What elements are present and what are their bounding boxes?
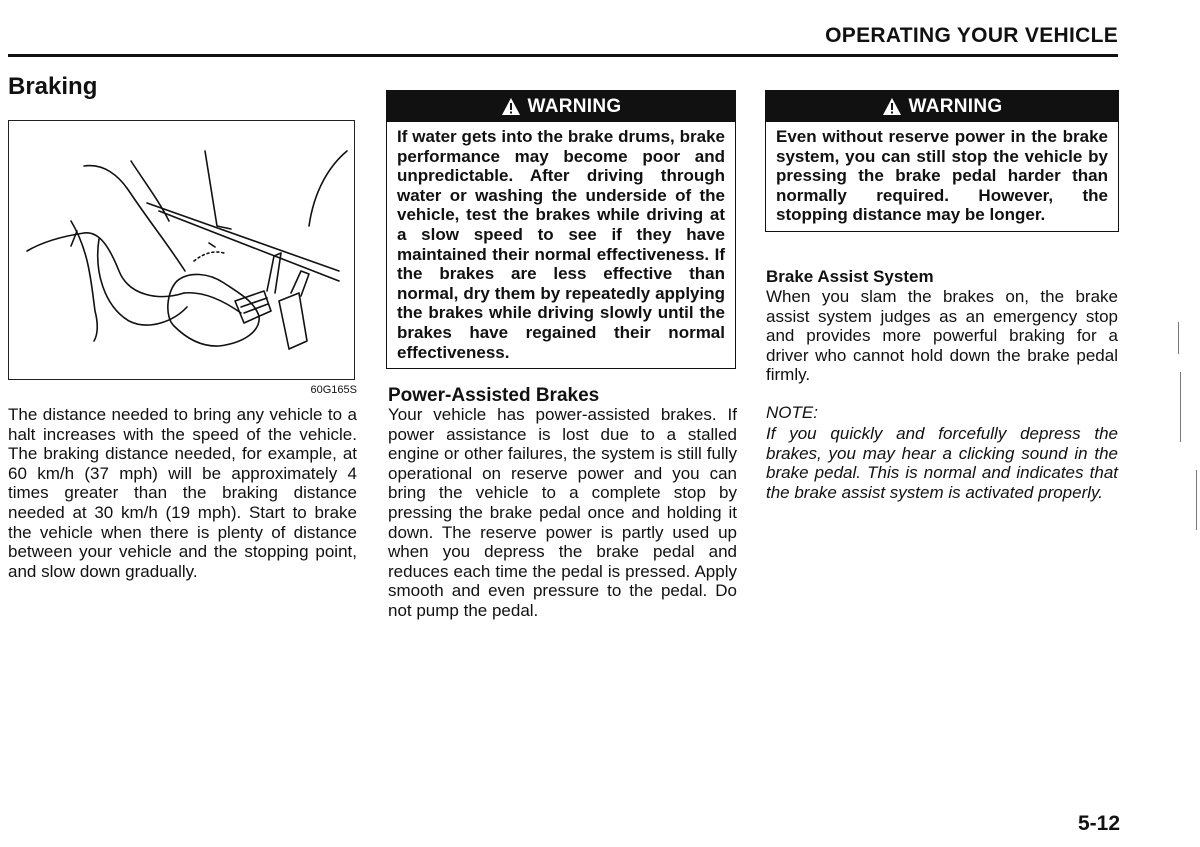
power-assisted-brakes-heading: Power-Assisted Brakes <box>388 385 600 406</box>
warning-label: WARNING <box>908 95 1003 117</box>
figure-caption: 60G165S <box>310 384 357 396</box>
scan-margin-mark <box>1196 470 1197 530</box>
warning-label: WARNING <box>527 95 622 117</box>
scan-margin-mark <box>1178 322 1179 354</box>
page-number: 5-12 <box>1077 812 1120 835</box>
running-header-title: OPERATING YOUR VEHICLE <box>825 24 1118 47</box>
brake-assist-text: When you slam the brakes on, the brake assist system judges as an emergency stop and provides more powerful braking for a driver who cannot hold down the brake pedal firmly. <box>766 287 1118 385</box>
braking-body-text: The distance needed to bring any vehicle to a halt increases with the speed of the vehicle. The braking distance needed, for example, at 60 km/h (37 mph) will be approximately 4 times greater than the braking distance needed at 30 km/h (19 mph). Start to brake the vehicle when there is plenty of distance between your vehicle and the stopping point, and slow down gradually. <box>8 405 357 581</box>
warning-triangle-icon <box>882 97 902 116</box>
warning-box-reserve-power <box>765 90 1119 232</box>
brake-assist-heading: Brake Assist System <box>766 267 934 286</box>
scan-margin-mark <box>1180 372 1181 442</box>
warning-box-water <box>386 90 736 369</box>
warning-header <box>766 91 1118 122</box>
warning-triangle-icon <box>501 97 521 116</box>
warning-text: Even without reserve power in the brake system, you can still stop the vehicle by pressing the brake pedal harder than normally required. However, the stopping distance may be longer. <box>776 127 1108 225</box>
note-text: If you quickly and forcefully depress the brakes, you may hear a clicking sound in the brake pedal. This is normal and indicates that the brake assist system is activated properly. <box>766 424 1118 502</box>
warning-header <box>387 91 735 122</box>
section-title: Braking <box>8 73 98 100</box>
warning-text: If water gets into the brake drums, brake performance may become poor and unpredictable. After driving through water or washing the underside of the vehicle, test the brakes while driving at a slow speed to see if they have maintained their normal effectiveness. If the brakes are less effective than normal, dry them by repeatedly applying the brakes while driving slowly until the brakes have regained their normal effectiveness. <box>397 127 725 362</box>
brake-pedal-illustration <box>8 120 355 380</box>
header-rule <box>8 54 1118 57</box>
note-label: NOTE: <box>766 403 818 422</box>
power-assisted-brakes-text: Your vehicle has power-assisted brakes. If power assistance is lost due to a stalled engine or other failures, the system is still fully operational on reserve power and you can bring the vehicle to a complete stop by pressing the brake pedal once and holding it down. The reserve power is partly used up when you depress the brake pedal and reduces each time the pedal is pressed. Apply smooth and even pressure to the pedal. Do not pump the pedal. <box>388 405 737 620</box>
